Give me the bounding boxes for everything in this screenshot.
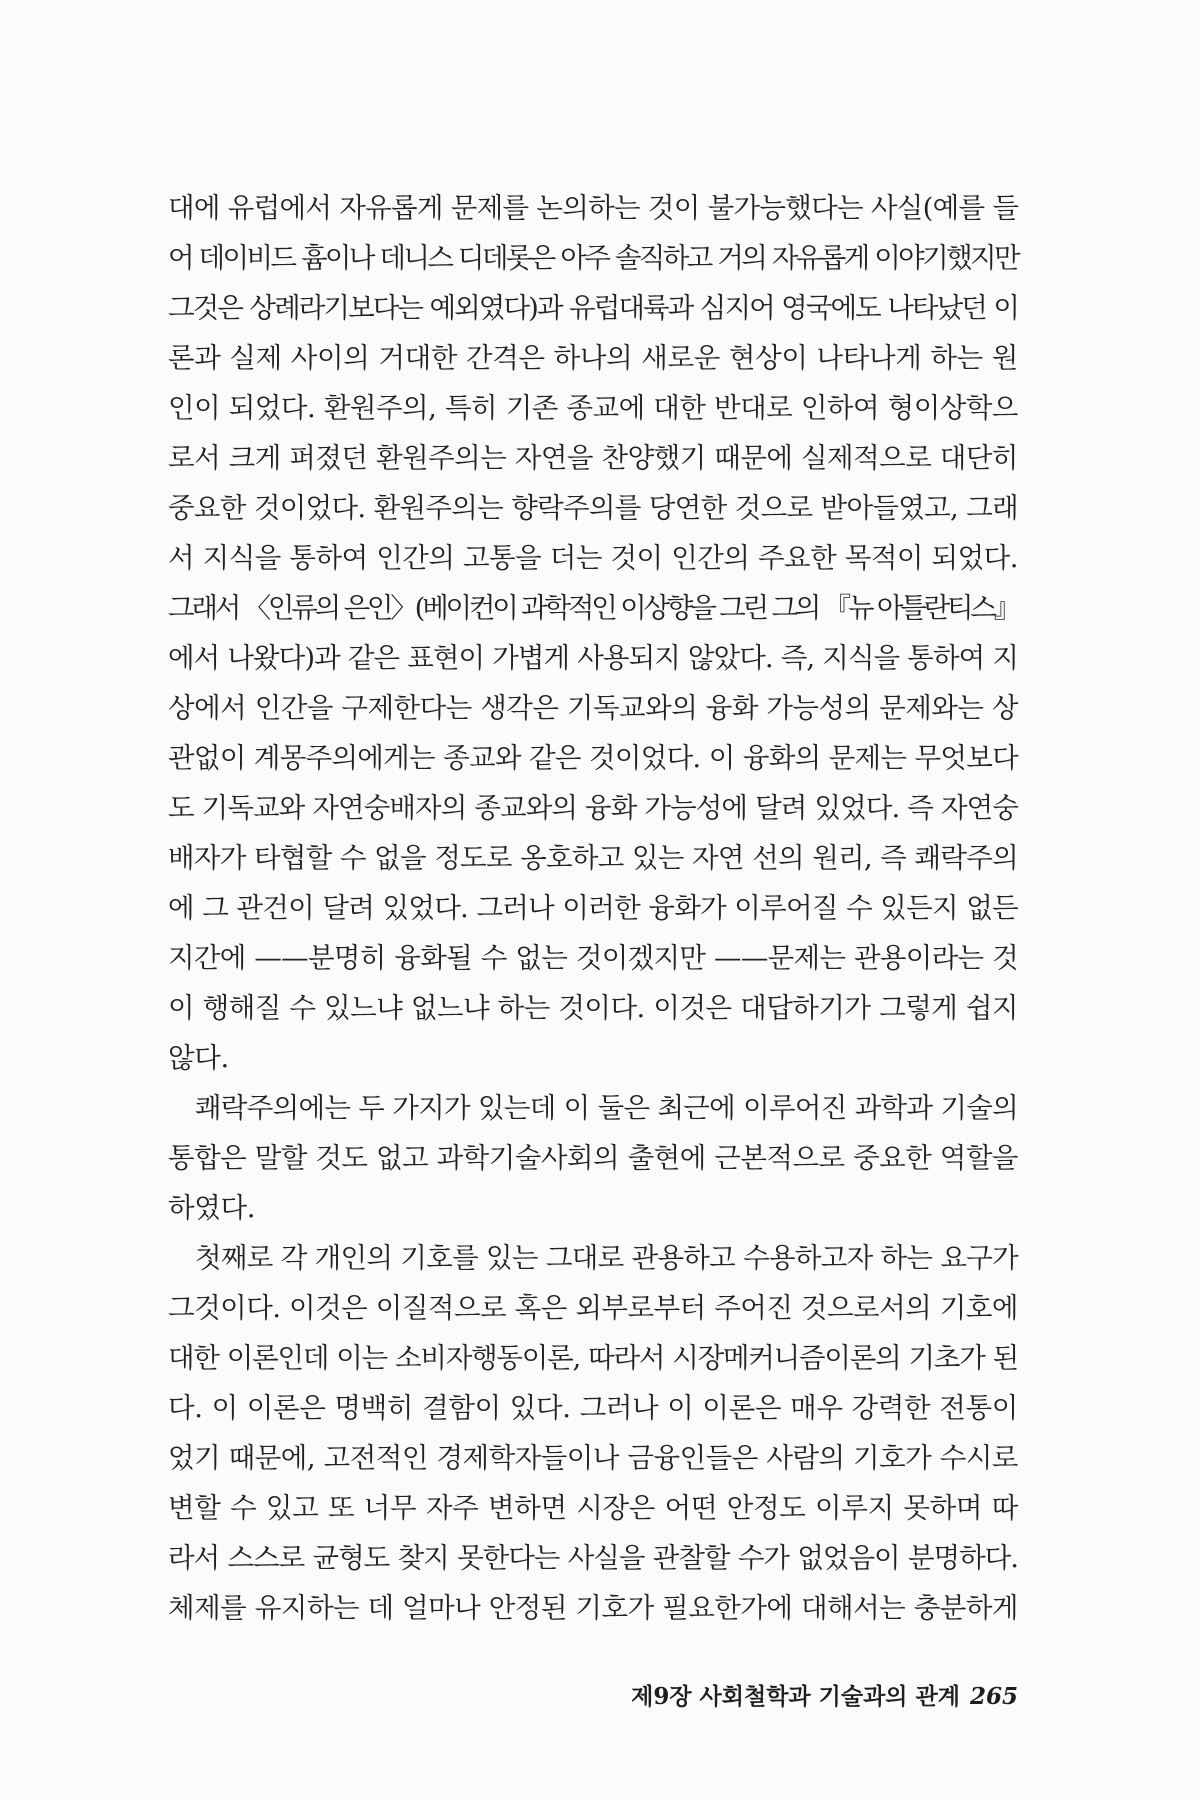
text-line: 이 행해질 수 있느냐 없느냐 하는 것이다. 이것은 대답하기가 그렇게 쉽지 — [168, 992, 1018, 1024]
text-line: 않다. — [168, 1042, 229, 1074]
text-line: 쾌락주의에는 두 가지가 있는데 이 둘은 최근에 이루어진 과학과 기술의 — [195, 1092, 1018, 1124]
body-text — [168, 183, 1018, 1633]
page-footer — [600, 1682, 1018, 1712]
paragraph-2 — [168, 1083, 1018, 1233]
text-line: 인이 되었다. 환원주의, 특히 기존 종교에 대한 반대로 인하여 형이상학으 — [168, 392, 1018, 424]
text-line: 그래서 〈인류의 은인〉(베이컨이 과학적인 이상향을 그린 그의 『뉴 아틀란티스』 — [168, 592, 1019, 624]
text-line: 하였다. — [168, 1192, 256, 1224]
text-line: 그것은 상례라기보다는 예외였다)과 유럽대륙과 심지어 영국에도 나타났던 이 — [168, 292, 1018, 324]
text-line: 대에 유럽에서 자유롭게 문제를 논의하는 것이 불가능했다는 사실(예를 들 — [168, 192, 1019, 224]
text-line: 지간에 ——분명히 융화될 수 없는 것이겠지만 ——문제는 관용이라는 것 — [168, 942, 1018, 974]
text-line: 도 기독교와 자연숭배자의 종교와의 융화 가능성에 달려 있었다. 즉 자연숭 — [168, 792, 1018, 824]
text-line: 에서 나왔다)과 같은 표현이 가볍게 사용되지 않았다. 즉, 지식을 통하여 지 — [168, 642, 1018, 674]
text-line: 대한 이론인데 이는 소비자행동이론, 따라서 시장메커니즘이론의 기초가 된 — [168, 1342, 1018, 1374]
text-line: 관없이 계몽주의에게는 종교와 같은 것이었다. 이 융화의 문제는 무엇보다 — [168, 742, 1018, 774]
text-line: 통합은 말할 것도 없고 과학기술사회의 출현에 근본적으로 중요한 역할을 — [168, 1142, 1018, 1174]
running-head: 제9장 사회철학과 기술과의 관계 — [631, 1683, 960, 1710]
paragraph-1 — [168, 183, 1018, 1083]
text-line: 었기 때문에, 고전적인 경제학자들이나 금융인들은 사람의 기호가 수시로 — [168, 1442, 1018, 1474]
text-line: 론과 실제 사이의 거대한 간격은 하나의 새로운 현상이 나타나게 하는 원 — [168, 342, 1018, 374]
text-line: 그것이다. 이것은 이질적으로 혹은 외부로부터 주어진 것으로서의 기호에 — [168, 1292, 1018, 1324]
text-line: 에 그 관건이 달려 있었다. 그러나 이러한 융화가 이루어질 수 있든지 없든 — [168, 892, 1018, 924]
paragraph-3 — [168, 1233, 1018, 1633]
text-line: 체제를 유지하는 데 얼마나 안정된 기호가 필요한가에 대해서는 충분하게 — [168, 1592, 1018, 1624]
text-line: 변할 수 있고 또 너무 자주 변하면 시장은 어떤 안정도 이루지 못하며 따 — [168, 1492, 1018, 1524]
page-number: 265 — [969, 1683, 1018, 1710]
text-line: 다. 이 이론은 명백히 결함이 있다. 그러나 이 이론은 매우 강력한 전통이 — [168, 1392, 1018, 1424]
text-line: 상에서 인간을 구제한다는 생각은 기독교와의 융화 가능성의 문제와는 상 — [168, 692, 1018, 724]
text-line: 서 지식을 통하여 인간의 고통을 더는 것이 인간의 주요한 목적이 되었다. — [168, 542, 1018, 574]
text-line: 첫째로 각 개인의 기호를 있는 그대로 관용하고 수용하고자 하는 요구가 — [195, 1242, 1018, 1274]
text-line: 배자가 타협할 수 없을 정도로 옹호하고 있는 자연 선의 원리, 즉 쾌락주의 — [168, 842, 1018, 874]
text-line: 라서 스스로 균형도 찾지 못한다는 사실을 관찰할 수가 없었음이 분명하다. — [168, 1542, 1018, 1574]
text-line: 로서 크게 퍼졌던 환원주의는 자연을 찬양했기 때문에 실제적으로 대단히 — [168, 442, 1018, 474]
text-line: 어 데이비드 흄이나 데니스 디데롯은 아주 솔직하고 거의 자유롭게 이야기했지만 — [168, 242, 1018, 274]
text-line: 중요한 것이었다. 환원주의는 향락주의를 당연한 것으로 받아들였고, 그래 — [168, 492, 1018, 524]
